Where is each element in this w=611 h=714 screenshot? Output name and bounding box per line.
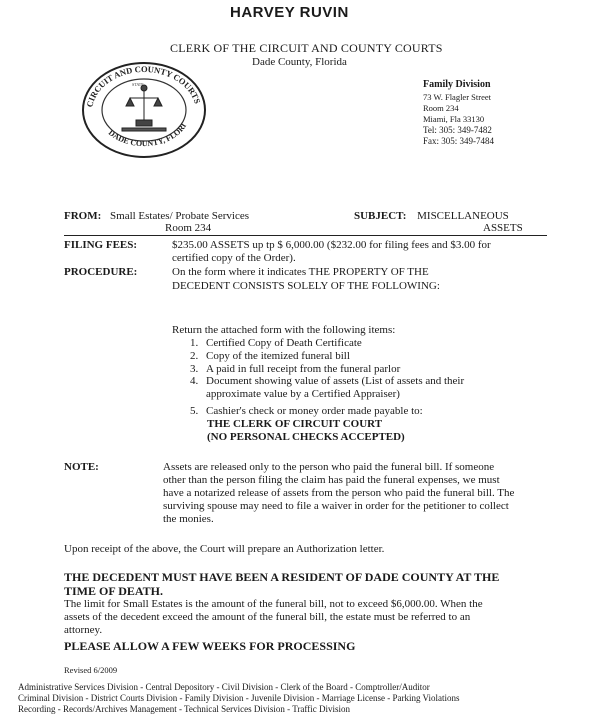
note-line: other than the person filing the claim has paid the funeral expenses, we must <box>163 474 500 486</box>
note-line: have a notarized release of assets from the person who paid the funeral bill. The <box>163 487 515 499</box>
list-item: 3. A paid in full receipt from the funeral parlor <box>190 362 401 375</box>
subject-value-2: ASSETS <box>483 222 523 234</box>
from-room: Room 234 <box>165 222 212 234</box>
procedure-line1: On the form where it indicates THE PROPERTY OF THE <box>172 266 429 278</box>
filing-fees-line2: certified copy of the Order). <box>172 252 296 264</box>
note-line: Assets are released only to the person who paid the funeral bill. If someone <box>163 461 495 473</box>
payee-line1: THE CLERK OF CIRCUIT COURT <box>207 418 383 430</box>
note-line: the monies. <box>163 513 214 525</box>
payee-line2: (NO PERSONAL CHECKS ACCEPTED) <box>207 431 405 443</box>
processing-notice: PLEASE ALLOW A FEW WEEKS FOR PROCESSING <box>64 639 356 653</box>
division-fax: Fax: 305: 349-7484 <box>423 136 494 146</box>
list-item: 2. Copy of the itemized funeral bill <box>190 349 350 362</box>
county-name: Dade County, Florida <box>252 56 347 68</box>
note-line: surviving spouse may need to file a waiver in order for the petitioner to collect <box>163 500 509 512</box>
note-label: NOTE: <box>64 461 99 473</box>
clerk-name: HARVEY RUVIN <box>230 4 349 21</box>
division-tel: Tel: 305: 349-7482 <box>423 125 492 135</box>
from-label: FROM: <box>64 210 102 222</box>
division-name: Family Division <box>423 79 491 90</box>
subject-label: SUBJECT: <box>354 210 407 222</box>
division-city: Miami, Fla 33130 <box>423 114 485 124</box>
list-item: 4. Document showing value of assets (List of assets and their <box>190 375 465 388</box>
svg-text:CIRCUIT AND COUNTY COURTS: CIRCUIT AND COUNTY COURTS <box>84 63 203 109</box>
footer-line: Administrative Services Division - Central Depository - Civil Division - Clerk of the Board - Comptroller/Auditor <box>18 682 430 692</box>
clerk-title: CLERK OF THE CIRCUIT AND COUNTY COURTS <box>170 41 443 55</box>
division-address: 73 W. Flagler Street <box>423 92 491 102</box>
scales-of-justice-seal-icon <box>80 60 208 160</box>
division-room: Room 234 <box>423 103 459 113</box>
footer-line: Recording - Records/Archives Management - Technical Services Division - Traffic Division <box>18 704 350 714</box>
filing-fees-line1: $235.00 ASSETS up tp $ 6,000.00 ($232.00 for filing fees and $3.00 for <box>172 239 491 251</box>
limit-line: assets of the decedent exceed the amount of the funeral bill, the estate must be referred to an <box>64 611 471 623</box>
items-intro: Return the attached form with the following items: <box>172 324 396 336</box>
receipt-line: Upon receipt of the above, the Court will prepare an Authorization letter. <box>64 543 385 555</box>
residency-line1: THE DECEDENT MUST HAVE BEEN A RESIDENT OF DADE COUNTY AT THE <box>64 570 500 584</box>
revision-date: Revised 6/2009 <box>64 665 118 675</box>
residency-line2: TIME OF DEATH. <box>64 584 164 598</box>
footer-line: Criminal Division - District Courts Division - Family Division - Juvenile Division - Marriage License - Parking Violations <box>18 693 460 703</box>
procedure-label: PROCEDURE: <box>64 266 138 278</box>
procedure-line2: DECEDENT CONSISTS SOLELY OF THE FOLLOWING: <box>172 280 440 292</box>
memo-divider <box>64 235 547 236</box>
filing-fees-label: FILING FEES: <box>64 239 138 251</box>
subject-value: MISCELLANEOUS <box>417 210 509 222</box>
items-list <box>190 337 570 418</box>
court-seal <box>80 60 208 160</box>
list-item-continued: approximate value by a Certified Appraiser) <box>206 388 400 401</box>
list-item: 1. Certified Copy of Death Certificate <box>190 337 362 349</box>
svg-text:STATE: STATE <box>132 82 144 87</box>
list-item: 5. Cashier's check or money order made payable to: <box>190 404 423 417</box>
svg-text:DADE COUNTY, FLORIDA: DADE COUNTY, FLORI <box>106 121 189 149</box>
memo-from <box>64 210 249 223</box>
limit-line: The limit for Small Estates is the amount of the funeral bill, not to exceed $6,000.00. When the <box>64 598 483 610</box>
from-value: Small Estates/ Probate Services <box>110 210 250 222</box>
limit-line: attorney. <box>64 624 103 636</box>
